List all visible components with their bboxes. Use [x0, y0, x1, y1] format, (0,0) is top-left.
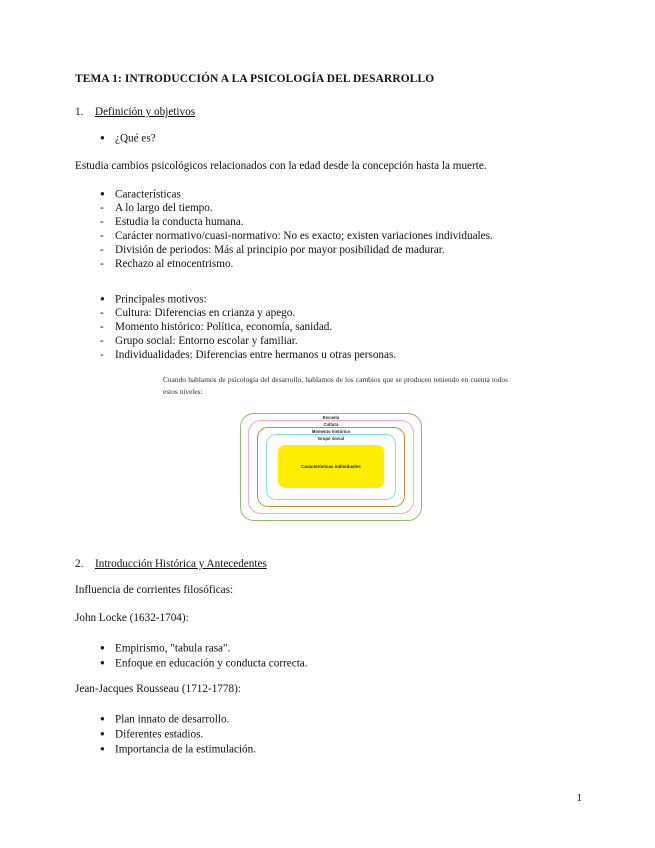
bullet-motivos-heading	[100, 292, 590, 307]
list-item-label: Individualidades: Diferencias entre hermanos u otras personas.	[115, 349, 397, 361]
section-number-2: 2.	[75, 558, 84, 570]
list-item-label: Momento histórico: Política, economía, sanidad.	[115, 321, 333, 333]
page-title: TEMA 1: INTRODUCCIÓN A LA PSICOLOGÍA DEL DESARROLLO	[75, 73, 435, 85]
bullet-dot-icon: ●	[100, 133, 105, 142]
list-item	[100, 257, 590, 272]
dash-icon: -	[100, 216, 104, 228]
diagram-ring-label: Grupo social	[317, 436, 345, 441]
bullet-dot-icon: ●	[100, 189, 105, 198]
list-item-label: Empirismo, "tabula rasa".	[115, 642, 231, 655]
list-item	[100, 215, 590, 230]
dash-icon: -	[100, 335, 104, 347]
diagram-ring-label: Escuela	[322, 415, 340, 420]
bullet-dot-icon: ●	[100, 729, 105, 738]
diagram-core-label: Características individuales	[301, 464, 361, 469]
dash-icon: -	[100, 244, 104, 256]
list-item-label: Rechazo al etnocentrismo.	[115, 258, 234, 270]
dash-icon: -	[100, 202, 104, 214]
list-item-label: Enfoque en educación y conducta correcta.	[115, 657, 308, 670]
bullet-label: Principales motivos:	[115, 293, 207, 306]
dash-icon: -	[100, 321, 104, 333]
section-number-1: 1.	[75, 106, 84, 118]
bullet-dot-icon: ●	[100, 714, 105, 723]
list-item-label: Estudia la conducta humana.	[115, 216, 244, 228]
diagram-ring-label: Momento histórico	[311, 429, 351, 434]
list-item	[100, 712, 590, 727]
dash-icon: -	[100, 349, 104, 361]
list-item	[100, 656, 590, 671]
bullet-label: ¿Qué es?	[115, 132, 156, 145]
list-item-label: Diferentes estadios.	[115, 728, 204, 741]
list-item	[100, 320, 590, 335]
diagram-ring-label: Cultura	[323, 422, 339, 427]
bullet-dot-icon: ●	[100, 744, 105, 753]
list-item	[100, 348, 590, 363]
bullet-que-es	[100, 131, 590, 146]
dash-icon: -	[100, 307, 104, 319]
list-item-label: Importancia de la estimulación.	[115, 743, 257, 756]
list-item-label: A lo largo del tiempo.	[115, 202, 213, 214]
page-number: 1	[576, 792, 582, 804]
paragraph-locke-name: John Locke (1632-1704):	[75, 612, 189, 624]
list-item-label: Cultura: Diferencias en crianza y apego.	[115, 307, 296, 319]
bullet-caracteristicas-heading	[100, 187, 590, 202]
list-item	[100, 243, 590, 258]
list-item	[100, 229, 590, 244]
list-item	[100, 641, 590, 656]
list-item-label: Plan innato de desarrollo.	[115, 713, 230, 726]
list-item	[100, 334, 590, 349]
figure-caption: Cuando hablamos de psicología del desarrollo, hablamos de los cambios que se producen teniendo en cuenta todos estos niveles:	[163, 375, 508, 396]
dash-icon: -	[100, 230, 104, 242]
list-item	[100, 727, 590, 742]
list-item	[100, 742, 590, 757]
list-item	[100, 201, 590, 216]
paragraph-definition: Estudia cambios psicológicos relacionados con la edad desde la concepción hasta la muerte.	[75, 160, 487, 172]
bullet-dot-icon: ●	[100, 643, 105, 652]
list-item-label: División de periodos: Más al principio por mayor posibilidad de madurar.	[115, 244, 445, 256]
list-item-label: Carácter normativo/cuasi-normativo: No es exacto; existen variaciones individuales.	[115, 230, 493, 242]
bullet-label: Características	[115, 188, 181, 201]
section-heading-2	[75, 557, 555, 572]
section-title-2: Introducción Histórica y Antecedentes	[95, 558, 267, 570]
section-title-1: Definición y objetivos	[95, 106, 196, 118]
list-item	[100, 306, 590, 321]
nested-levels-diagram	[240, 413, 422, 521]
dash-icon: -	[100, 258, 104, 270]
diagram-core-caracteristicas-individuales	[278, 445, 384, 488]
section-heading-1	[75, 105, 555, 120]
bullet-dot-icon: ●	[100, 294, 105, 303]
bullet-dot-icon: ●	[100, 658, 105, 667]
paragraph-influencia: Influencia de corrientes filosóficas:	[75, 584, 234, 596]
paragraph-rousseau-name: Jean-Jacques Rousseau (1712-1778):	[75, 683, 241, 695]
list-item-label: Grupo social: Entorno escolar y familiar.	[115, 335, 298, 347]
